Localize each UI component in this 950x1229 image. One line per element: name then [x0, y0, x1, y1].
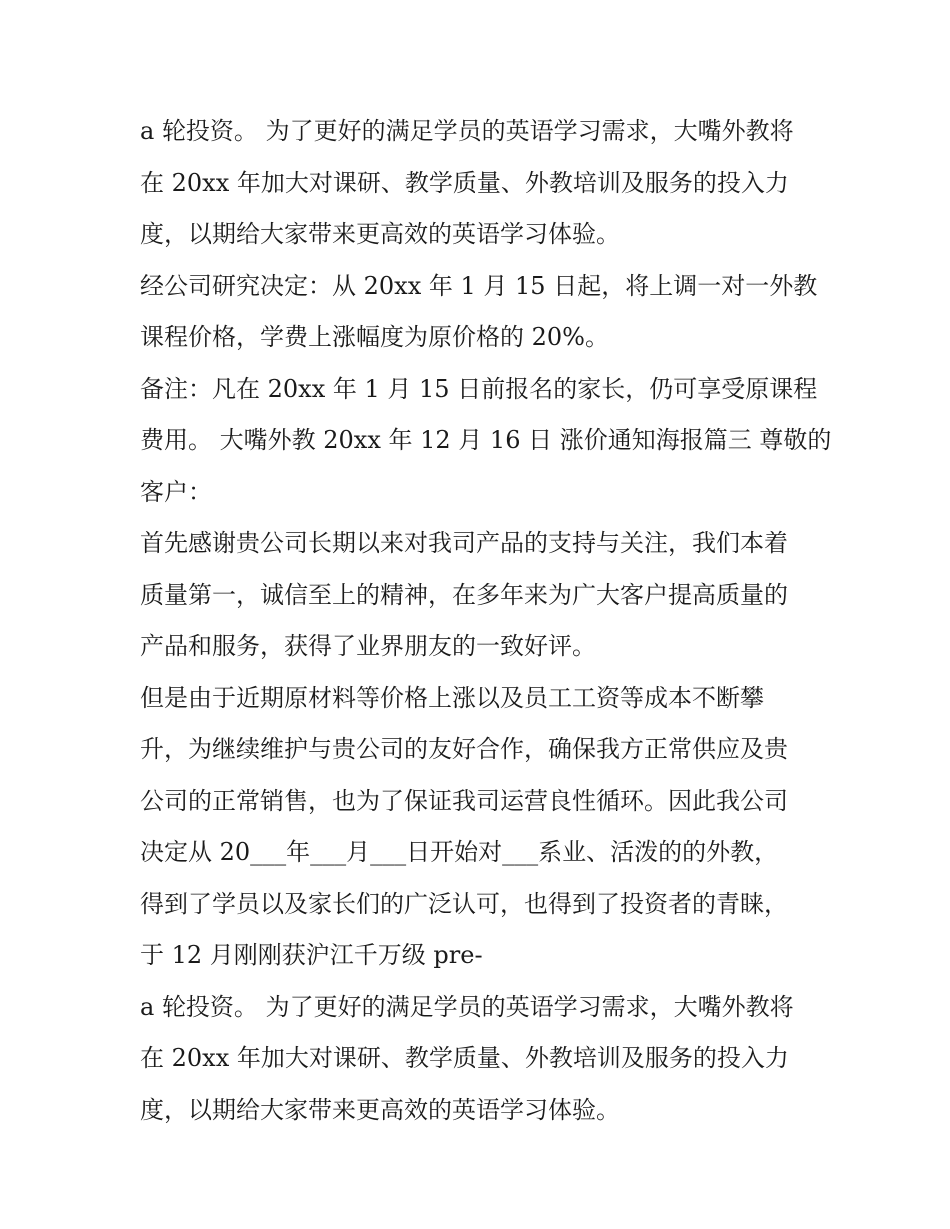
text-line: 客户： [140, 477, 212, 506]
text-line: 但是由于近期原材料等价格上涨以及员工工资等成本不断攀 [140, 683, 764, 712]
text-line: 产品和服务，获得了业界朋友的一致好评。 [140, 632, 596, 660]
text-line: 费用。 大嘴外教 20xx 年 12 月 16 日 涨价通知海报篇三 尊敬的 [140, 426, 832, 454]
text-line: 经公司研究决定：从 20xx 年 1 月 15 日起，将上调一对一外教 [140, 271, 818, 300]
text-line: 决定从 20___年___月___日开始对___系业、活泼的的外教， [140, 838, 779, 866]
text-line: 质量第一，诚信至上的精神，在多年来为广大客户提高质量的 [140, 580, 788, 609]
text-line: 于 12 月刚刚获沪江千万级 pre- [140, 941, 483, 969]
document-body [140, 106, 832, 1136]
text-line: a 轮投资。 为了更好的满足学员的英语学习需求，大嘴外教将 [140, 992, 794, 1021]
text-line: 首先感谢贵公司长期以来对我司产品的支持与关注，我们本着 [140, 529, 788, 557]
text-line: 在 20xx 年加大对课研、教学质量、外教培训及服务的投入力 [140, 168, 789, 197]
text-line: 度，以期给大家带来更高效的英语学习体验。 [140, 220, 620, 248]
text-line: 升，为继续维护与贵公司的友好合作，确保我方正常供应及贵 [140, 735, 788, 763]
text-line: 得到了学员以及家长们的广泛认可，也得到了投资者的青睐， [140, 889, 788, 918]
text-line: 在 20xx 年加大对课研、教学质量、外教培训及服务的投入力 [140, 1044, 789, 1072]
text-line: 课程价格，学费上涨幅度为原价格的 20%。 [140, 323, 609, 351]
text-line: 备注：凡在 20xx 年 1 月 15 日前报名的家长，仍可享受原课程 [140, 374, 818, 403]
text-line: 公司的正常销售，也为了保证我司运营良性循环。因此我公司 [140, 786, 788, 815]
text-line: a 轮投资。 为了更好的满足学员的英语学习需求，大嘴外教将 [140, 117, 794, 145]
text-line: 度，以期给大家带来更高效的英语学习体验。 [140, 1095, 620, 1124]
